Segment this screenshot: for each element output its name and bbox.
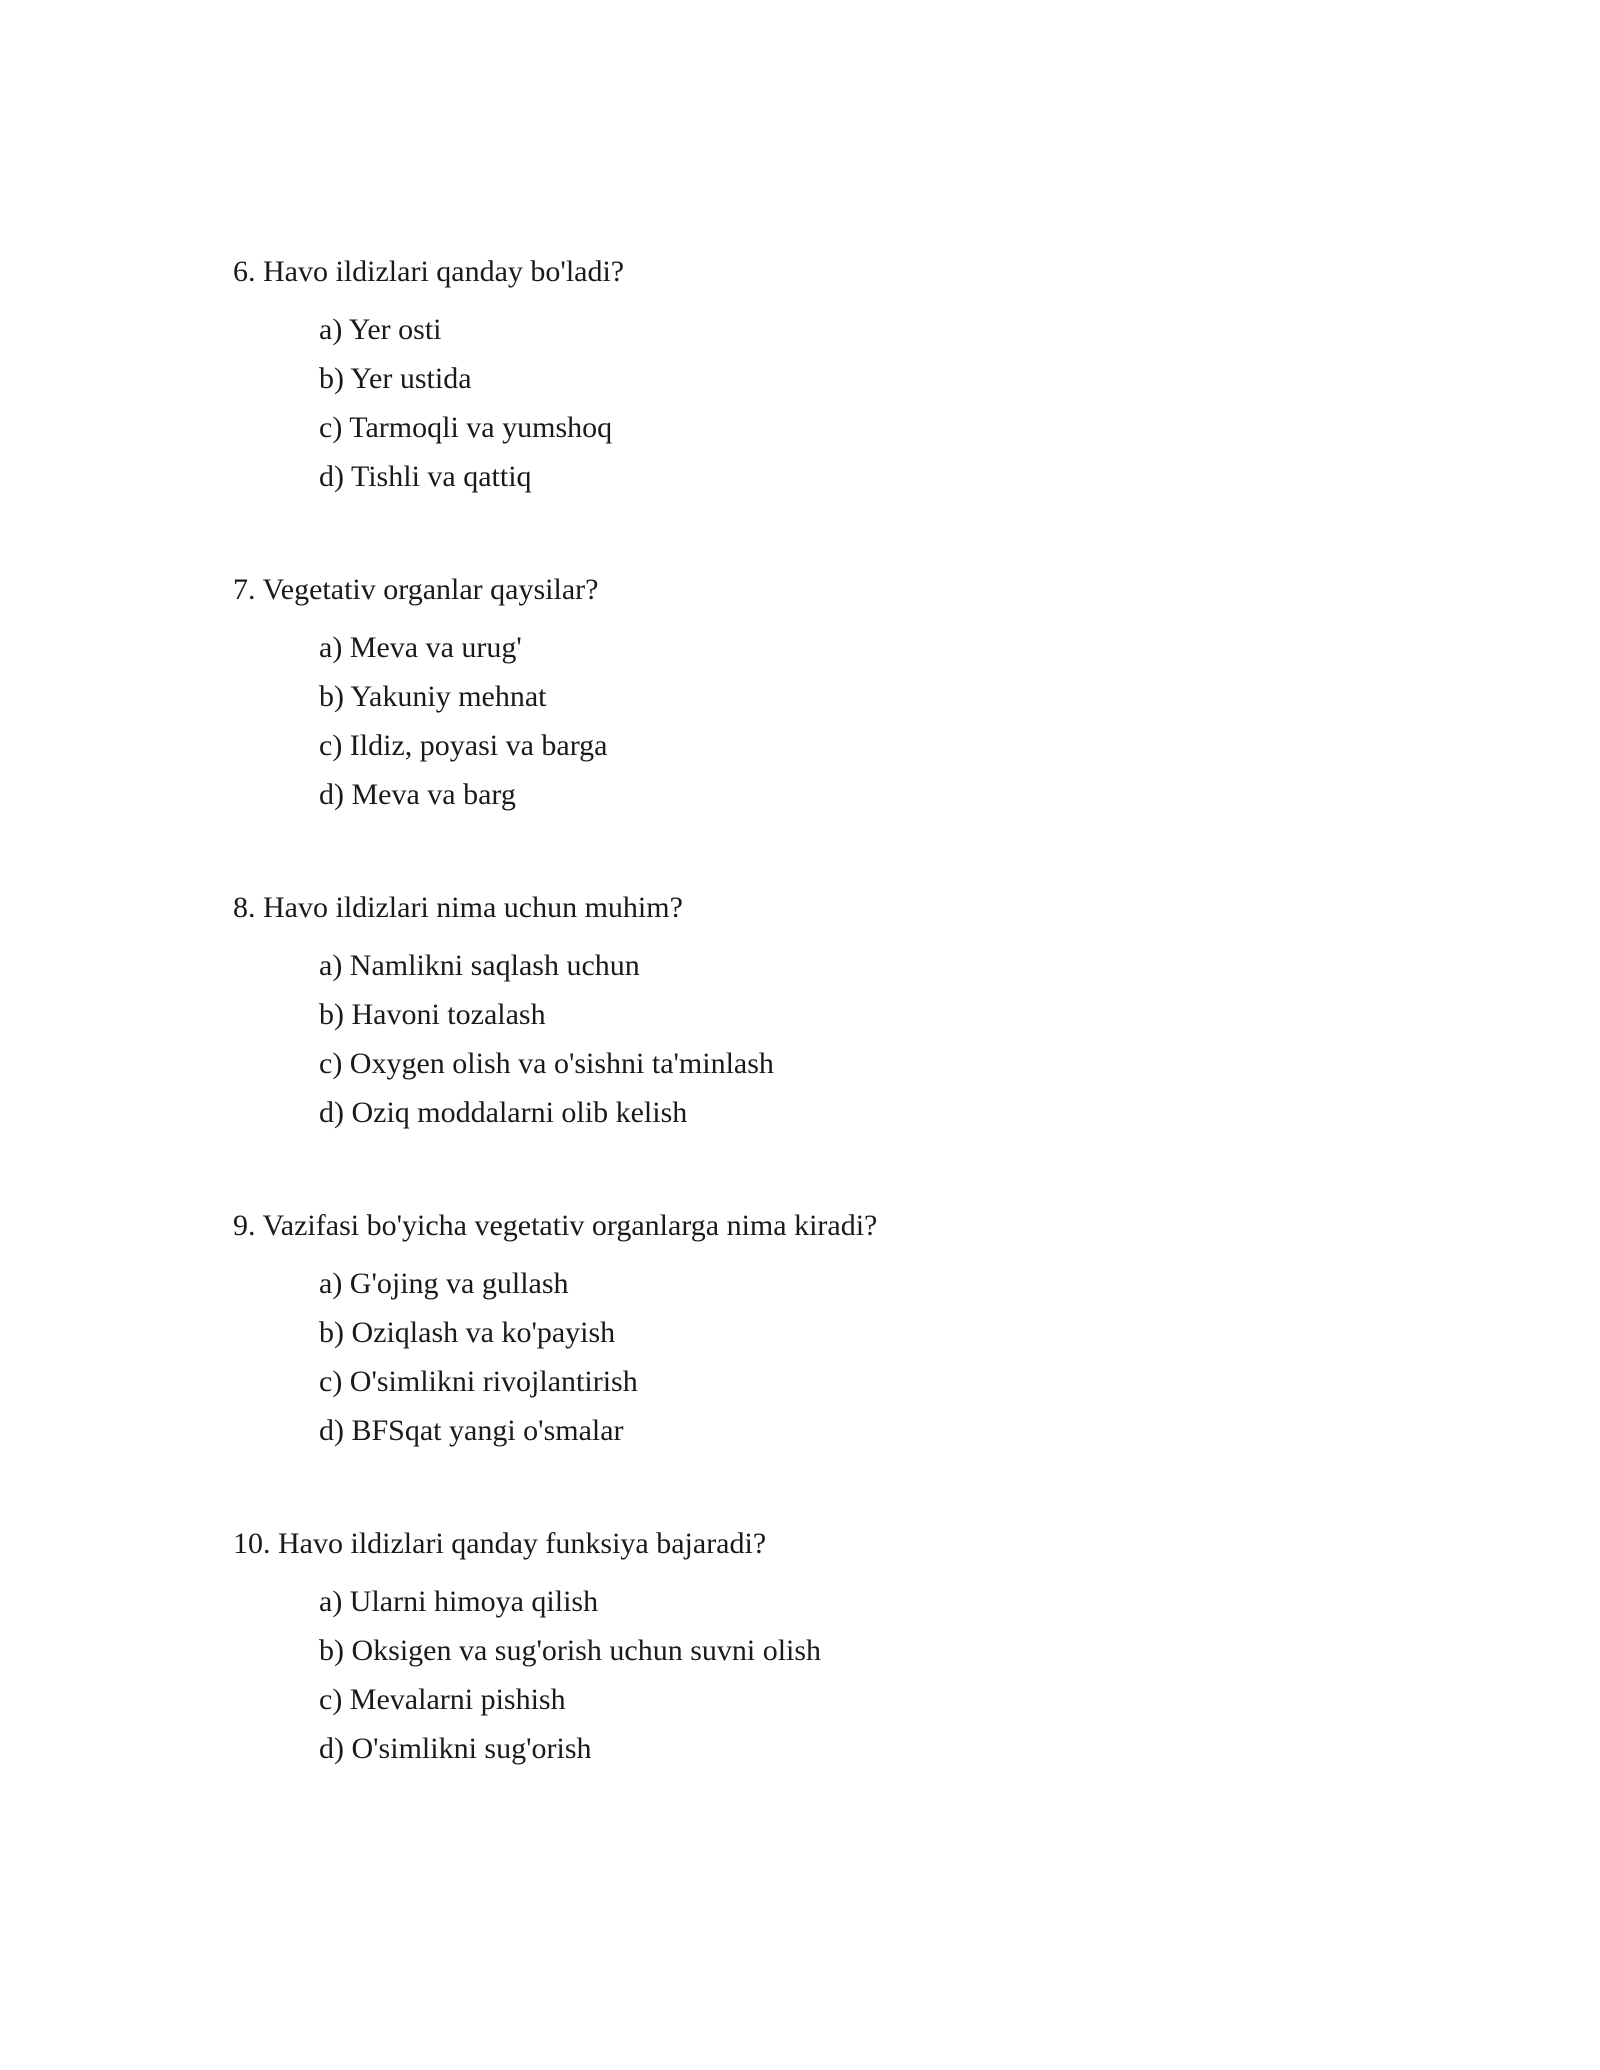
answer-option-d: d) Tishli va qattiq — [319, 460, 532, 493]
answer-option-a: a) G'ojing va gullash — [319, 1267, 569, 1300]
question-text: 6. Havo ildizlari qanday bo'ladi? — [233, 255, 625, 288]
answer-option-b: b) Oksigen va sug'orish uchun suvni olish — [319, 1634, 822, 1667]
question-text: 7. Vegetativ organlar qaysilar? — [233, 573, 599, 606]
answer-option-d: d) BFSqat yangi o'smalar — [319, 1414, 624, 1447]
question-6 — [233, 254, 1433, 508]
answer-option-c: c) Oxygen olish va o'sishni ta'minlash — [319, 1047, 774, 1080]
question-text: 9. Vazifasi bo'yicha vegetativ organlarga nima kiradi? — [233, 1209, 878, 1242]
answer-options — [233, 1584, 1433, 1767]
answer-option-c: c) O'simlikni rivojlantirish — [319, 1365, 638, 1398]
answer-option-b: b) Yakuniy mehnat — [319, 680, 547, 713]
answer-option-b: b) Oziqlash va ko'payish — [319, 1316, 616, 1349]
question-7 — [233, 572, 1433, 826]
answer-option-c: c) Ildiz, poyasi va barga — [319, 729, 608, 762]
question-9 — [233, 1208, 1433, 1462]
answer-options — [233, 948, 1433, 1131]
answer-options — [233, 1266, 1433, 1449]
answer-option-c: c) Mevalarni pishish — [319, 1683, 566, 1716]
answer-option-a: a) Namlikni saqlash uchun — [319, 949, 640, 982]
answer-option-d: d) Meva va barg — [319, 778, 516, 811]
answer-option-d: d) Oziq moddalarni olib kelish — [319, 1096, 688, 1129]
question-8 — [233, 890, 1433, 1144]
answer-option-d: d) O'simlikni sug'orish — [319, 1732, 592, 1765]
answer-option-a: a) Meva va urug' — [319, 631, 522, 664]
answer-option-a: a) Ularni himoya qilish — [319, 1585, 599, 1618]
answer-option-b: b) Yer ustida — [319, 362, 472, 395]
question-text: 8. Havo ildizlari nima uchun muhim? — [233, 891, 683, 924]
answer-option-c: c) Tarmoqli va yumshoq — [319, 411, 613, 444]
question-text: 10. Havo ildizlari qanday funksiya bajaradi? — [233, 1527, 767, 1560]
answer-options — [233, 312, 1433, 495]
answer-options — [233, 630, 1433, 813]
question-10 — [233, 1526, 1433, 1780]
answer-option-a: a) Yer osti — [319, 313, 442, 346]
answer-option-b: b) Havoni tozalash — [319, 998, 546, 1031]
